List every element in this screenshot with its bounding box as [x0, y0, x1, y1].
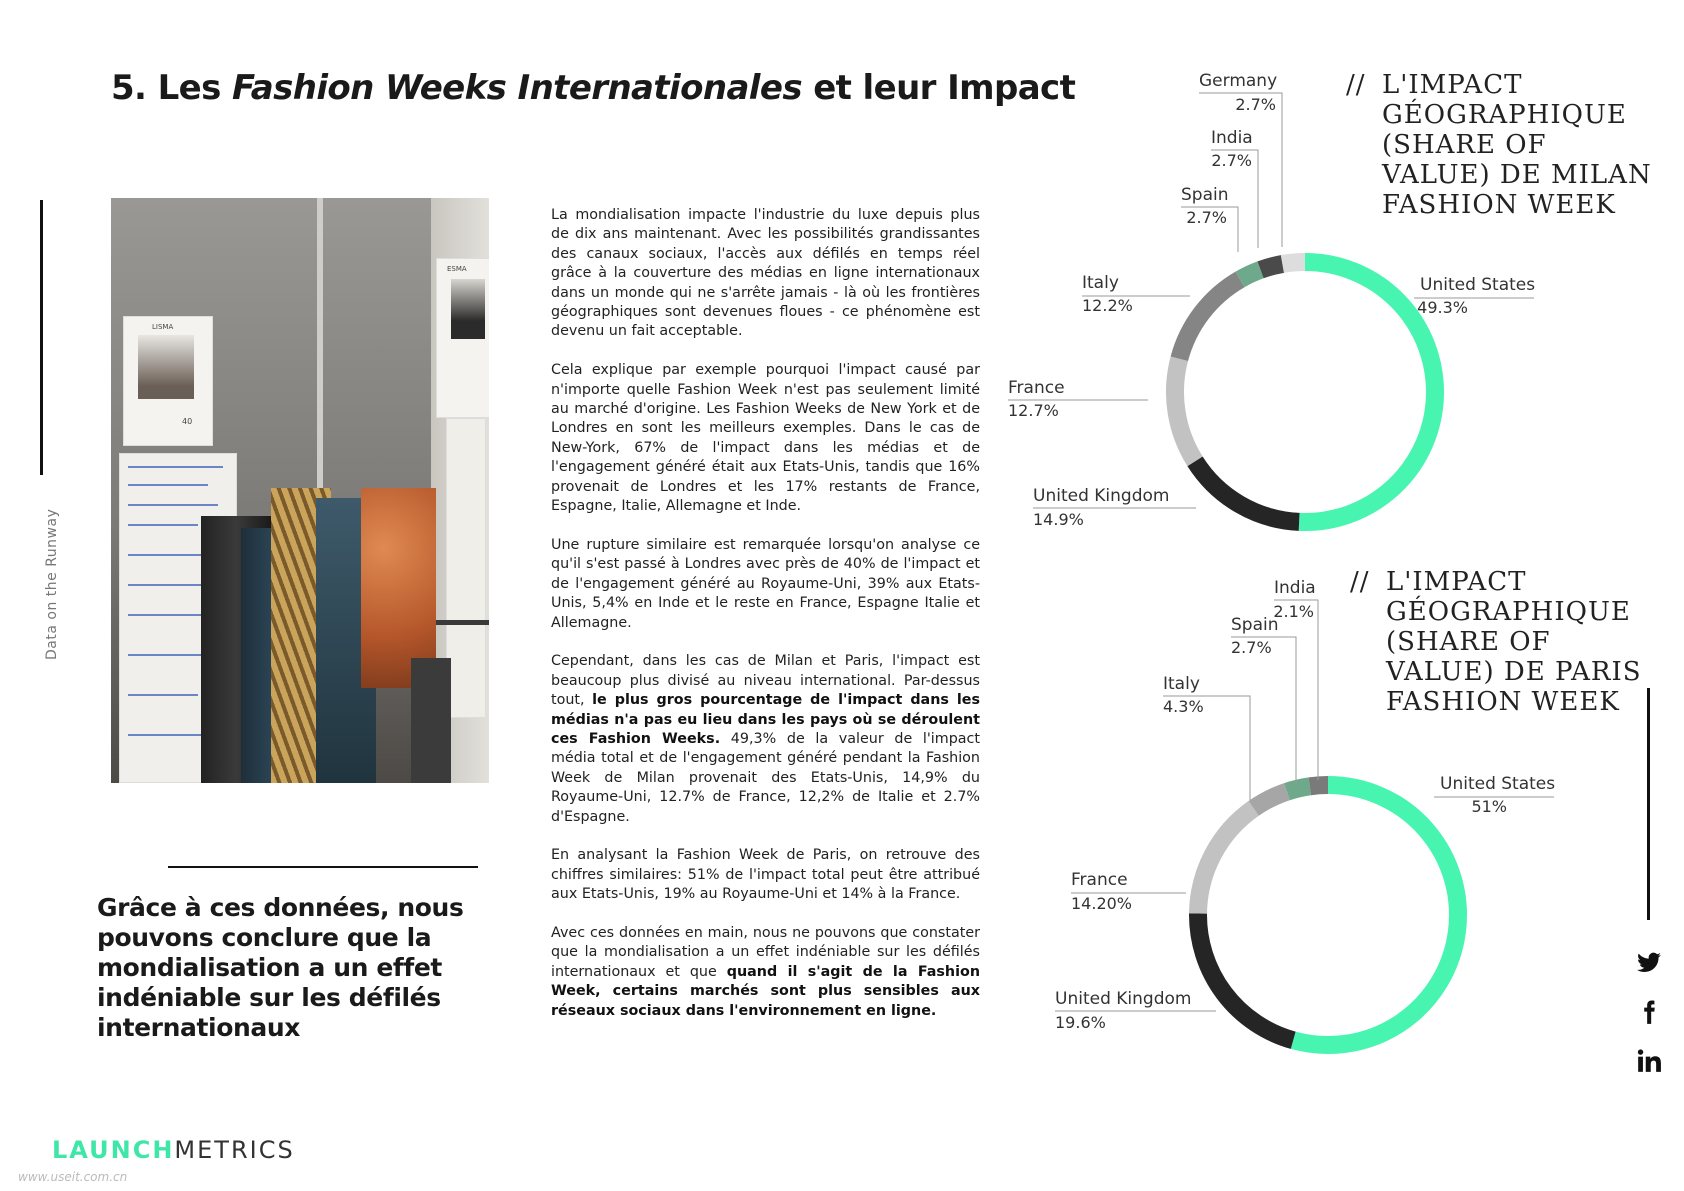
emphasis: le plus gros pourcentage de l'impact dans les médias n'a pas eu lieu dans les pays où se déroulent ces Fashion Weeks.	[551, 692, 980, 747]
chart-title-line: L'IMPACT	[1382, 70, 1523, 100]
chart-title-line: FASHION WEEK	[1386, 687, 1620, 717]
donut-slice-spain	[1287, 786, 1310, 791]
facebook-icon[interactable]	[1636, 999, 1662, 1025]
emphasis: quand il s'agit de la Fashion Week, certains marchés sont plus sensibles aux réseaux sociaux dans l'environnement en ligne.	[551, 963, 980, 1019]
paris-donut-chart	[1055, 578, 1555, 1045]
chart-title-line: (SHARE OF	[1382, 130, 1547, 160]
slice-value: 12.7%	[1008, 401, 1059, 420]
slice-value: 2.1%	[1273, 602, 1314, 621]
chart-title-line: L'IMPACT	[1386, 567, 1527, 597]
milan-donut-chart	[1008, 71, 1535, 529]
slice-label: Spain	[1231, 615, 1279, 635]
chart-title-line: (SHARE OF	[1386, 627, 1551, 657]
donut-slice-france	[1198, 808, 1254, 913]
slice-label: France	[1071, 870, 1128, 890]
linkedin-icon[interactable]	[1636, 1048, 1662, 1074]
donut-slice-india	[1310, 785, 1328, 786]
leader-line	[1231, 637, 1296, 785]
donut-slice-united-states	[1299, 262, 1435, 522]
paragraph: Une rupture similaire est remarquée lorsqu'on analyse ce qu'il s'est passé à Londres avec près de 40% de l'impact et de l'engagement généré au Royaume-Uni, 39% aux Etats-Unis, 5,4% en Inde et le reste en France, Espagne Italie et Allemagne.	[551, 536, 980, 631]
slice-value: 2.7%	[1186, 208, 1227, 227]
slice-value: 14.9%	[1033, 510, 1084, 529]
chart-title-prefix: //	[1346, 70, 1366, 100]
slice-label: United States	[1440, 774, 1556, 794]
chart-title-line: GÉOGRAPHIQUE	[1386, 597, 1631, 627]
side-label: Data on the Runway	[44, 508, 60, 660]
chart-title-line: FASHION WEEK	[1382, 190, 1616, 220]
paragraph: Cela explique par exemple pourquoi l'impact causé par n'importe quelle Fashion Week n'est pas seulement limité au marché d'origine. Les Fashion Weeks de New York et de Londres en sont les meilleurs exemples. Dans le cas de New-York, 67% de l'impact dans les médias et de l'engagement généré était aux Etats-Unis, tandis que 16% provenait de Londres et les 17% restants de France, Espagne, Italie, Allemagne et Inde.	[551, 362, 980, 515]
photo-tag: LISMA	[152, 323, 174, 331]
slice-label: United Kingdom	[1055, 989, 1192, 1009]
donut-slice-italy	[1179, 279, 1240, 358]
photo-tag: 40	[182, 417, 193, 426]
title-prefix: 5. Les	[111, 68, 233, 108]
slice-value: 2.7%	[1231, 638, 1272, 657]
chart-title-line: GÉOGRAPHIQUE	[1382, 100, 1627, 130]
paragraph: Avec ces données en main, nous ne pouvons que constater que la mondialisation a un effet indéniable sur les défilés internationaux et que quand il s'agit de la Fashion Week, certains marchés sont plus sensibles aux réseaux sociaux dans l'environnement en ligne.	[551, 924, 980, 1019]
paragraph: En analysant la Fashion Week de Paris, on retrouve des chiffres similaires: 51% de l'impact total peut être attribué aux Etats-Unis, 19% au Royaume-Uni et 14% à la France.	[551, 847, 980, 903]
title-italic: Fashion Weeks Internationales	[232, 68, 802, 108]
slice-value: 2.7%	[1235, 95, 1276, 114]
title-suffix: et leur Impact	[801, 68, 1076, 108]
paragraph: La mondialisation impacte l'industrie du luxe depuis plus de dix ans maintenant. Avec les possibilités grandissantes des canaux sociaux, l'accès aux défilés en temps réel grâce à la couverture des médias en ligne internationaux dans un monde qui ne s'arrête jamais - là où les frontières géographiques sont devenues floues - ce phénomène est devenu un fait acceptable.	[551, 207, 980, 340]
slice-label: France	[1008, 378, 1065, 398]
slice-label: Italy	[1082, 273, 1119, 293]
slice-label: United States	[1420, 275, 1536, 295]
donut-slice-germany	[1282, 262, 1305, 264]
twitter-icon[interactable]	[1636, 950, 1662, 976]
donut-slice-united-states	[1293, 785, 1458, 1045]
slice-label: United Kingdom	[1033, 486, 1170, 506]
slice-label: Spain	[1181, 185, 1229, 205]
donut-slice-italy	[1254, 792, 1287, 809]
conclusion-text: Grâce à ces données, nous pouvons conclure que la mondialisation a un effet indéniable sur les défilés internationaux	[97, 893, 464, 1042]
chart-title-prefix: //	[1350, 567, 1370, 597]
slice-label: Italy	[1163, 674, 1200, 694]
launchmetrics-logo: LAUNCHMETRICS	[52, 1136, 295, 1164]
slice-label: Germany	[1199, 71, 1278, 91]
paragraph: Cependant, dans les cas de Milan et Paris, l'impact est beaucoup plus divisé au niveau international. Par-dessus tout, le plus gros pourcentage de l'impact dans les médias n'a pas eu lieu dans les pays où se déroulent ces Fashion Weeks. 49,3% de la valeur de l'impact média total et de l'engagement généré pendant la Fashion Week de Milan provenait des Etats-Unis, 14,9% du Royaume-Uni, 12.7% de France, 12,2% de Italie et 2.7% d'Espagne.	[551, 653, 981, 825]
donut-slice-spain	[1240, 270, 1261, 280]
slice-label: India	[1274, 578, 1316, 598]
slice-value: 4.3%	[1163, 697, 1204, 716]
chart-title-line: VALUE) DE PARIS	[1386, 657, 1642, 687]
watermark: www.useit.com.cn	[18, 1170, 128, 1184]
slice-label: India	[1211, 128, 1253, 148]
photo-tag: ESMA	[447, 265, 467, 273]
donut-slice-france	[1175, 359, 1195, 462]
donut-slice-india	[1261, 264, 1283, 270]
donut-slice-united-kingdom	[1195, 461, 1299, 522]
slice-value: 2.7%	[1211, 151, 1252, 170]
slice-value: 51%	[1471, 797, 1507, 816]
slice-value: 12.2%	[1082, 296, 1133, 315]
slice-value: 14.20%	[1071, 894, 1133, 913]
slice-value: 49.3%	[1417, 298, 1468, 317]
chart-title-line: VALUE) DE MILAN	[1382, 160, 1652, 190]
social-rule	[1647, 688, 1650, 920]
donut-slice-united-kingdom	[1198, 913, 1293, 1040]
slice-value: 19.6%	[1055, 1013, 1106, 1032]
